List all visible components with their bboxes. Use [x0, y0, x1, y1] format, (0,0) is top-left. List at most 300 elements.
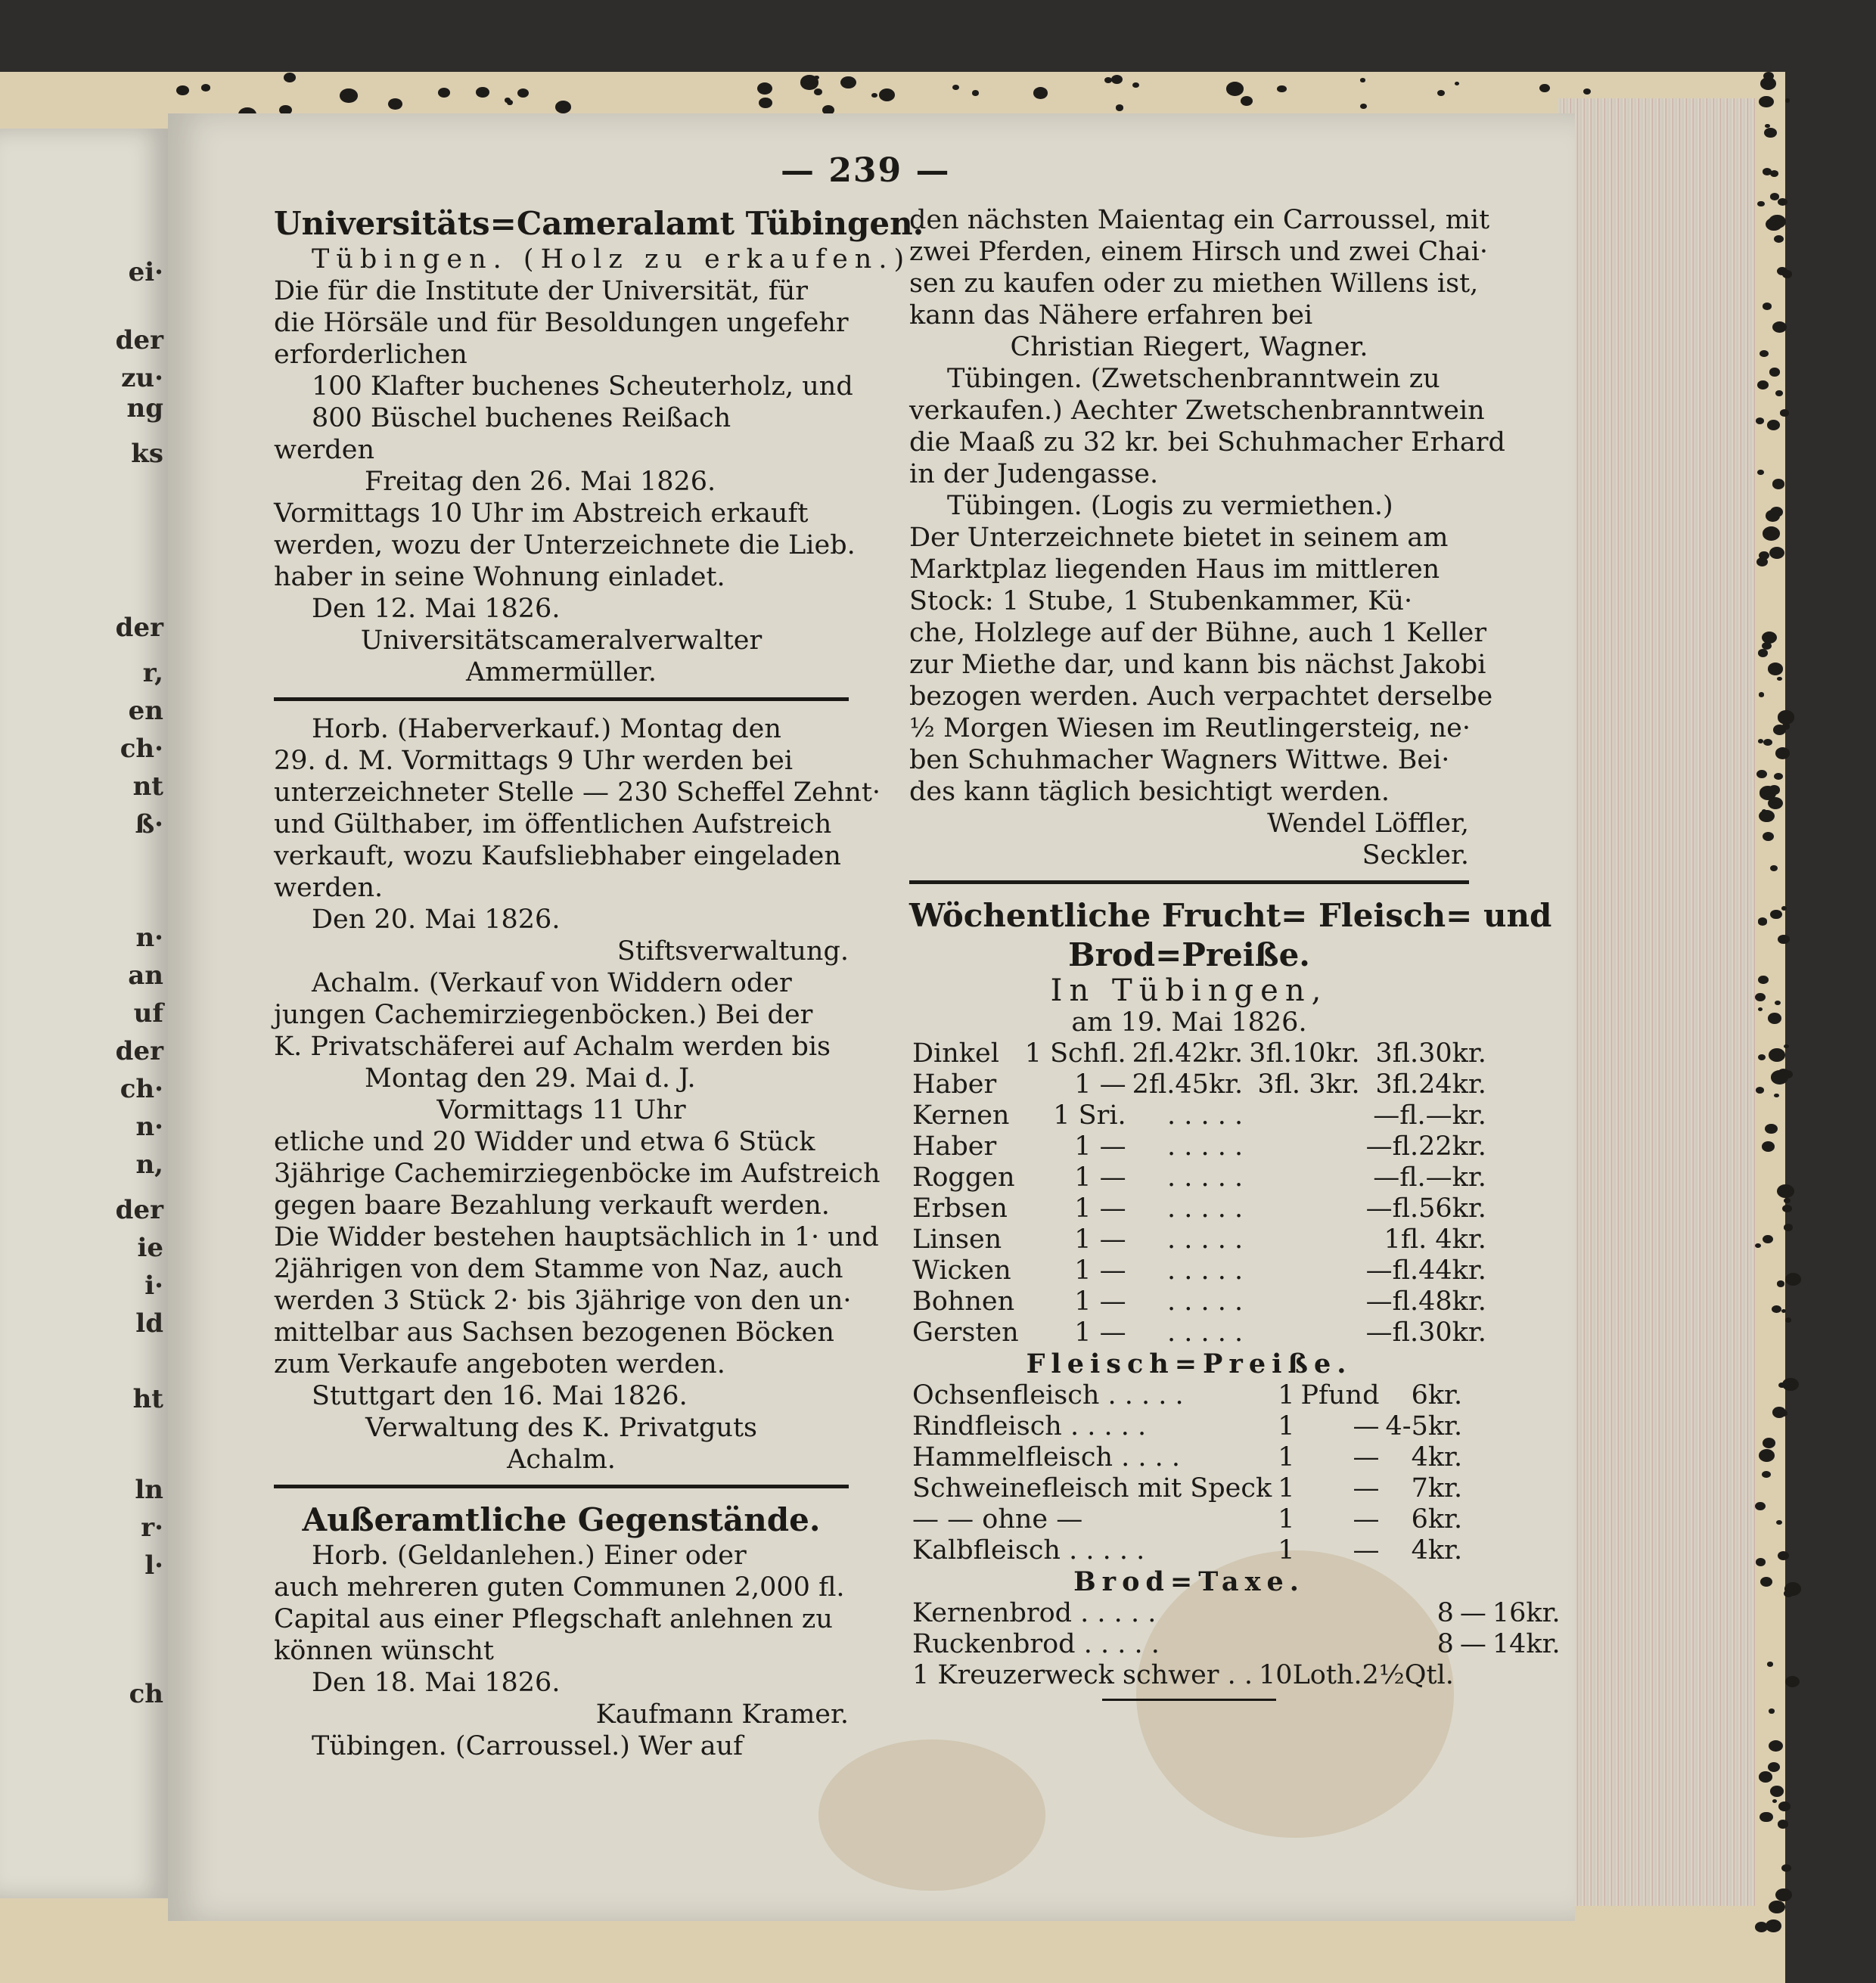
cover-speck	[1778, 710, 1795, 724]
text-line: in der Judengasse.	[909, 459, 1159, 489]
notice-haber	[274, 713, 881, 967]
left-page	[0, 129, 168, 1898]
text-line: Achalm. (Verkauf von Widdern oder	[312, 968, 792, 998]
left-page-text-fragment: ln	[135, 1475, 163, 1505]
cover-speck	[1778, 935, 1790, 945]
text-line: Den 18. Mai 1826.	[312, 1668, 561, 1698]
cover-speck	[1770, 1786, 1784, 1797]
cover-speck	[1772, 1305, 1781, 1313]
left-page-text-fragment: r,	[142, 658, 163, 688]
text-line: werden 3 Stück 2· bis 3jährige von den un·	[274, 1286, 852, 1316]
text-line: Vormittags 10 Uhr im Abstreich erkauft	[274, 498, 809, 529]
cover-speck	[1785, 1317, 1792, 1323]
notice-achalm	[274, 967, 881, 1488]
price-cell: —fl.—kr.	[1373, 1162, 1486, 1193]
price-row	[909, 1442, 1465, 1473]
cover-speck	[1784, 1198, 1791, 1203]
cover-speck	[1776, 1520, 1782, 1525]
price-cell: 1	[1278, 1411, 1295, 1441]
price-cell: Kalbfleisch . . . . .	[912, 1535, 1145, 1566]
price-cell	[1246, 1131, 1363, 1162]
price-cell	[1489, 1660, 1564, 1691]
cover-speck	[1241, 96, 1253, 106]
cover-speck	[555, 101, 571, 113]
price-cell: . . . . .	[1167, 1255, 1244, 1286]
left-page-text-fragment: ld	[135, 1308, 163, 1339]
text-line: bezogen werden. Auch verpachtet derselbe	[909, 681, 1493, 712]
cover-speck	[1768, 663, 1784, 675]
price-cell: — — ohne —	[912, 1504, 1083, 1535]
text-line: K. Privatschäferei auf Achalm werden bis	[274, 1032, 831, 1062]
text-line: 800 Büschel buchenes Reißach	[312, 403, 731, 433]
meat-heading: Fleisch=Preiße.	[1026, 1348, 1353, 1379]
right-column	[909, 204, 1561, 1708]
cover-speck	[1763, 1438, 1775, 1448]
right-page	[168, 113, 1575, 1921]
cover-speck	[1774, 773, 1782, 780]
price-cell: 3fl.30kr.	[1375, 1038, 1486, 1069]
price-cell: 14kr.	[1492, 1629, 1561, 1659]
cover-speck	[1758, 976, 1768, 984]
cover-speck	[1111, 75, 1123, 84]
cover-speck	[1756, 1087, 1764, 1094]
price-cell: —fl.56kr.	[1365, 1193, 1486, 1224]
cover-speck	[1767, 420, 1781, 430]
cover-speck	[1769, 1708, 1775, 1713]
bread-heading: Brod=Taxe.	[1073, 1566, 1305, 1597]
price-cell: —	[1353, 1473, 1380, 1504]
cover-speck	[800, 75, 818, 89]
price-cell: —fl.48kr.	[1365, 1286, 1486, 1317]
cover-speck	[1784, 1044, 1789, 1048]
cover-speck	[1769, 368, 1781, 377]
section-heading: Universitäts=Cameralamt Tübingen.	[274, 205, 924, 242]
left-page-text-fragment: l·	[144, 1550, 163, 1581]
price-row	[909, 1224, 1489, 1255]
page-edges	[1558, 98, 1755, 1906]
cover-speck	[1226, 82, 1244, 96]
text-line: Tübingen. (Carroussel.) Wer auf	[312, 1731, 744, 1761]
cover-speck	[284, 73, 296, 82]
cover-speck	[1770, 865, 1778, 871]
cover-speck	[176, 85, 189, 95]
cover-speck	[759, 98, 772, 108]
price-cell: 1 —	[1074, 1224, 1126, 1255]
cover-speck	[1763, 1235, 1773, 1243]
price-cell	[1246, 1162, 1363, 1193]
left-page-text-fragment: i·	[144, 1271, 163, 1301]
cover-speck	[1759, 810, 1775, 823]
text-line: kann das Nähere erfahren bei	[909, 300, 1313, 330]
cover-speck	[1784, 1582, 1802, 1596]
price-cell: 1fl. 4kr.	[1384, 1224, 1486, 1255]
left-page-text-fragment: der	[115, 325, 163, 355]
price-cell: 7kr.	[1411, 1473, 1463, 1504]
cover-speck	[1755, 1243, 1761, 1248]
left-page-text-fragment: uf	[133, 998, 163, 1029]
left-page-text-fragment: nt	[132, 771, 163, 802]
text-line: des kann täglich besichtigt werden.	[909, 777, 1390, 807]
price-heading: Brod=Preiße.	[1068, 936, 1310, 973]
text-line: Montag den 29. Mai d. J.	[365, 1063, 696, 1094]
price-row	[909, 1535, 1465, 1566]
price-cell: Erbsen	[912, 1193, 1008, 1224]
left-page-text-fragment: ks	[131, 439, 163, 469]
cover-speck	[1778, 198, 1787, 206]
text-line: Der Unterzeichnete bietet in seinem am	[909, 523, 1449, 553]
cover-speck	[1778, 1820, 1788, 1828]
price-cell: 1 —	[1074, 1162, 1126, 1193]
price-row	[909, 1286, 1489, 1317]
cover-speck	[871, 93, 877, 98]
price-cell: —	[1459, 1598, 1486, 1628]
cover-speck	[1778, 1801, 1791, 1811]
cover-speck	[1782, 1378, 1799, 1391]
notice-carroussel-cont	[909, 204, 1490, 363]
price-cell: . . . . .	[1167, 1193, 1244, 1224]
cover-speck	[507, 100, 513, 105]
cover-speck	[1759, 551, 1770, 560]
price-row	[909, 1100, 1489, 1131]
text-line: 100 Klafter buchenes Scheuterholz, und	[312, 371, 853, 402]
text-line: Freitag den 26. Mai 1826.	[365, 467, 716, 497]
cover-speck	[1765, 1124, 1777, 1134]
cover-speck	[1583, 88, 1591, 95]
cover-speck	[1760, 1812, 1772, 1823]
price-cell: Rindfleisch . . . . .	[912, 1411, 1147, 1441]
text-line: Horb. (Haberverkauf.) Montag den	[312, 714, 781, 744]
price-cell	[1457, 1660, 1489, 1691]
water-stain	[818, 1739, 1045, 1891]
price-cell	[1246, 1224, 1363, 1255]
end-rule	[1102, 1699, 1276, 1701]
cover-speck	[1360, 78, 1365, 82]
price-cell: 16kr.	[1492, 1598, 1561, 1628]
price-cell	[1246, 1286, 1363, 1317]
cover-speck	[1755, 1502, 1766, 1510]
text-line: Capital aus einer Pflegschaft anlehnen zu	[274, 1604, 833, 1634]
price-cell: 1	[1278, 1473, 1295, 1504]
cover-speck	[1772, 1407, 1786, 1418]
cover-speck	[388, 98, 402, 110]
text-line: Tübingen. (Logis zu vermiethen.)	[947, 491, 1393, 521]
cover-speck	[1763, 526, 1780, 540]
signature-line: Verwaltung des K. Privatguts	[365, 1413, 757, 1443]
signature-line: Seckler.	[1362, 840, 1469, 870]
text-line: che, Holzlege auf der Bühne, auch 1 Keller	[909, 618, 1487, 648]
text-line: die Hörsäle und für Besoldungen ungefehr	[274, 308, 849, 338]
text-line: unterzeichneter Stelle — 230 Scheffel Zehnt·	[274, 777, 881, 808]
price-cell: —	[1353, 1535, 1380, 1566]
price-cell: —fl.—kr.	[1373, 1100, 1486, 1131]
text-line: Stock: 1 Stube, 1 Stubenkammer, Kü·	[909, 586, 1413, 616]
price-row	[909, 1038, 1489, 1069]
cover-speck	[201, 84, 210, 92]
divider	[909, 880, 1469, 884]
text-line: Den 12. Mai 1826.	[312, 594, 561, 624]
text-line: den nächsten Maientag ein Carroussel, mit	[909, 205, 1490, 235]
left-page-text-fragment: der	[115, 613, 163, 643]
text-line: ½ Morgen Wiesen im Reutlingersteig, ne·	[909, 713, 1471, 743]
text-line: Horb. (Geldanlehen.) Einer oder	[312, 1541, 747, 1571]
cover-speck	[972, 90, 979, 95]
cover-speck	[952, 85, 959, 90]
price-cell: 2fl.45kr.	[1132, 1069, 1244, 1100]
text-line: 29. d. M. Vormittags 9 Uhr werden bei	[274, 746, 794, 776]
cover-speck	[1774, 235, 1784, 244]
price-cell: —fl.30kr.	[1365, 1317, 1486, 1348]
cover-speck	[340, 88, 357, 103]
cover-speck	[1755, 993, 1766, 1001]
left-page-text-fragment: ch·	[120, 734, 163, 764]
cover-speck	[1762, 1471, 1770, 1478]
price-cell: 3fl. 3kr.	[1257, 1069, 1360, 1100]
cover-speck	[1781, 1864, 1791, 1872]
cover-speck	[1104, 77, 1112, 83]
divider	[274, 1485, 849, 1488]
price-cell: Bohnen	[912, 1286, 1015, 1317]
cover-speck	[1756, 1558, 1766, 1566]
cover-speck	[1760, 1577, 1772, 1587]
price-cell: Ruckenbrod . . . . .	[912, 1629, 1160, 1659]
cover-speck	[1773, 725, 1786, 735]
text-line: werden, wozu der Unterzeichnete die Lieb.	[274, 530, 856, 560]
cover-speck	[1759, 692, 1765, 697]
notice-holz	[274, 204, 924, 701]
price-cell: Gersten	[912, 1317, 1019, 1348]
cover-speck	[1777, 1184, 1794, 1199]
text-line: Den 20. Mai 1826.	[312, 905, 561, 935]
text-line: auch mehreren guten Communen 2,000 fl.	[274, 1572, 845, 1603]
price-row	[909, 1660, 1564, 1691]
price-cell: 8	[1437, 1629, 1454, 1659]
cover-speck	[1758, 649, 1769, 657]
price-cell: 1	[1278, 1504, 1295, 1535]
left-page-text-fragment: ch	[129, 1679, 163, 1709]
cover-speck	[1772, 1799, 1777, 1803]
left-page-text-fragment: ng	[126, 393, 163, 424]
text-line: etliche und 20 Widder und etwa 6 Stück	[274, 1127, 815, 1157]
text-line: Tübingen. (Holz zu erkaufen.)	[312, 244, 912, 275]
text-line: haber in seine Wohnung einladet.	[274, 562, 725, 592]
price-cell: 4kr.	[1411, 1442, 1463, 1473]
price-cell: 3fl.10kr.	[1249, 1038, 1360, 1069]
signature-line: Christian Riegert, Wagner.	[1010, 332, 1368, 362]
price-cell: . . . . .	[1167, 1286, 1244, 1317]
cover-speck	[1775, 747, 1790, 759]
text-line: können wünscht	[274, 1636, 494, 1666]
text-line: verkauft, wozu Kaufsliebhaber eingeladen	[274, 841, 841, 871]
signature-line: Stiftsverwaltung.	[617, 936, 849, 967]
page-number: — 239 —	[781, 151, 951, 190]
price-cell: 1	[1278, 1535, 1295, 1566]
price-cell: Kernen	[912, 1100, 1010, 1131]
cover-speck	[1770, 507, 1783, 517]
cover-speck	[1772, 479, 1785, 489]
cover-speck	[1775, 390, 1783, 396]
cover-speck	[1756, 770, 1767, 779]
price-row	[909, 1162, 1489, 1193]
cover-speck	[1758, 739, 1763, 743]
price-row	[909, 1069, 1489, 1100]
cover-speck	[1785, 1676, 1800, 1688]
left-page-text-fragment: ß·	[135, 809, 163, 839]
price-cell: 1 —	[1074, 1286, 1126, 1317]
cover-speck	[1759, 1771, 1772, 1782]
price-cell: Kernenbrod . . . . .	[912, 1598, 1157, 1628]
price-cell	[1246, 1193, 1363, 1224]
cover-speck	[1033, 87, 1048, 99]
notice-geldanlehen	[274, 1500, 849, 1762]
cover-speck	[1757, 470, 1763, 475]
text-line: Vormittags 11 Uhr	[436, 1095, 686, 1125]
cover-speck	[1757, 201, 1764, 206]
cover-speck	[879, 88, 895, 101]
text-line: Universitätscameralverwalter	[360, 625, 763, 656]
price-cell: Ochsenfleisch . . . . .	[912, 1380, 1184, 1410]
price-cell: 6kr.	[1411, 1380, 1463, 1410]
cover-speck	[1768, 1762, 1780, 1772]
text-line: und Gülthaber, im öffentlichen Aufstreich	[274, 809, 832, 839]
text-line: Stuttgart den 16. Mai 1826.	[312, 1381, 688, 1411]
price-date: am 19. Mai 1826.	[1071, 1007, 1307, 1038]
text-line: sen zu kaufen oder zu miethen Willens ist,	[909, 268, 1479, 299]
price-cell: —	[1353, 1504, 1380, 1535]
meat-price-table	[909, 1380, 1465, 1566]
cover-speck	[1775, 1888, 1792, 1901]
price-cell: Pfund	[1300, 1380, 1380, 1410]
text-line: werden.	[274, 873, 384, 903]
text-line: 3jährige Cachemirziegenböcke im Aufstreich	[274, 1159, 881, 1189]
cover-speck	[1769, 1901, 1785, 1914]
cover-speck	[438, 88, 450, 98]
notice-branntwein	[909, 363, 1505, 490]
price-cell: Roggen	[912, 1162, 1015, 1193]
text-line: zwei Pferden, einem Hirsch und zwei Chai·	[909, 237, 1488, 267]
cover-speck	[1769, 1740, 1783, 1752]
cover-speck	[1785, 98, 1790, 102]
cover-speck	[476, 87, 489, 98]
cover-speck	[1782, 1205, 1792, 1212]
cover-speck	[814, 88, 822, 95]
cover-speck	[1756, 417, 1764, 424]
cover-speck	[1455, 82, 1459, 85]
text-line: werden	[274, 435, 375, 465]
left-page-text-fragment: zu·	[121, 363, 163, 393]
price-cell	[1246, 1100, 1363, 1131]
cover-speck	[1781, 906, 1787, 911]
text-line: die Maaß zu 32 kr. bei Schuhmacher Erhard	[909, 427, 1505, 458]
price-cell: 1 Schfl.	[1024, 1038, 1126, 1069]
price-cell	[1246, 1255, 1363, 1286]
cover-speck	[1539, 84, 1550, 92]
left-page-text-fragment: n,	[135, 1150, 163, 1180]
left-page-text-fragment: ei·	[128, 257, 163, 287]
cover-speck	[1759, 1449, 1775, 1462]
price-cell: Schweinefleisch mit Speck	[912, 1473, 1272, 1504]
price-cell: 4-5kr.	[1385, 1411, 1463, 1441]
price-cell	[1246, 1317, 1363, 1348]
left-page-text-fragment: en	[128, 696, 163, 726]
price-row	[909, 1411, 1465, 1442]
price-cell: 3fl.24kr.	[1375, 1069, 1486, 1100]
left-page-text-fragment: n·	[135, 923, 163, 953]
signature-line: Ammermüller.	[466, 657, 657, 687]
text-line: 2jährigen von dem Stamme von Naz, auch	[274, 1254, 843, 1284]
bread-price-table	[909, 1598, 1564, 1691]
price-cell: 1 —	[1074, 1317, 1126, 1348]
cover-speck	[1757, 380, 1769, 389]
left-page-text-fragment: n·	[135, 1112, 163, 1142]
price-cell: 1 —	[1074, 1069, 1126, 1100]
text-line: ben Schuhmacher Wagners Wittwe. Bei·	[909, 745, 1450, 775]
cover-speck	[1762, 642, 1772, 650]
price-row	[909, 1629, 1564, 1660]
price-cell: Hammelfleisch . . . .	[912, 1442, 1181, 1473]
price-row	[909, 1473, 1465, 1504]
cover-speck	[1777, 1280, 1785, 1287]
price-cell: 6kr.	[1411, 1504, 1463, 1535]
cover-speck	[1777, 677, 1782, 681]
price-cell: 1 —	[1074, 1193, 1126, 1224]
cover-speck	[1784, 1224, 1793, 1231]
cover-speck	[1767, 1662, 1773, 1666]
price-cell: . . . . .	[1167, 1317, 1244, 1348]
cover-speck	[1759, 96, 1773, 108]
cover-speck	[1132, 82, 1139, 88]
left-column	[274, 204, 924, 1762]
text-line: erforderlichen	[274, 340, 467, 370]
price-list	[909, 896, 1561, 1701]
cover-speck	[1771, 1070, 1788, 1084]
cover-speck	[1778, 1551, 1789, 1560]
cover-speck	[1769, 215, 1787, 229]
cover-speck	[757, 82, 772, 95]
cover-speck	[1437, 90, 1445, 96]
price-place: In Tübingen,	[1050, 973, 1328, 1008]
cover-speck	[1755, 1922, 1768, 1932]
cover-speck	[1758, 1007, 1763, 1011]
cover-speck	[517, 88, 529, 98]
price-cell: 1 Sri.	[1053, 1100, 1126, 1131]
price-row	[909, 1380, 1465, 1411]
cover-speck	[1774, 1094, 1779, 1098]
cover-speck	[1763, 739, 1772, 746]
cover-speck	[840, 76, 856, 88]
price-row	[909, 1598, 1564, 1629]
price-cell: 1 Kreuzerweck schwer . .	[912, 1660, 1253, 1690]
price-cell: 1 —	[1074, 1131, 1126, 1162]
cover-speck	[1768, 1013, 1782, 1024]
price-cell: —fl.22kr.	[1365, 1131, 1486, 1162]
text-line: mittelbar aus Sachsen bezogenen Böcken	[274, 1317, 834, 1348]
text-line: zum Verkaufe angeboten werden.	[274, 1349, 725, 1379]
text-line: Tübingen. (Zwetschenbranntwein zu	[947, 364, 1440, 394]
cover-speck	[1768, 797, 1783, 809]
cover-speck	[1772, 321, 1787, 333]
cover-speck	[1360, 104, 1367, 109]
left-page-text-fragment: ht	[132, 1384, 163, 1414]
cover-speck	[1770, 910, 1782, 920]
price-cell: —	[1353, 1442, 1380, 1473]
text-line: jungen Cachemirziegenböcken.) Bei der	[274, 1000, 813, 1030]
text-line: zur Miethe dar, und kann bis nächst Jakobi	[909, 650, 1486, 680]
price-cell: 1	[1278, 1442, 1295, 1473]
text-line: Marktplaz liegenden Haus im mittleren	[909, 554, 1440, 585]
price-cell: 1 —	[1074, 1255, 1126, 1286]
cover-speck	[1780, 409, 1789, 417]
price-cell: Linsen	[912, 1224, 1002, 1255]
